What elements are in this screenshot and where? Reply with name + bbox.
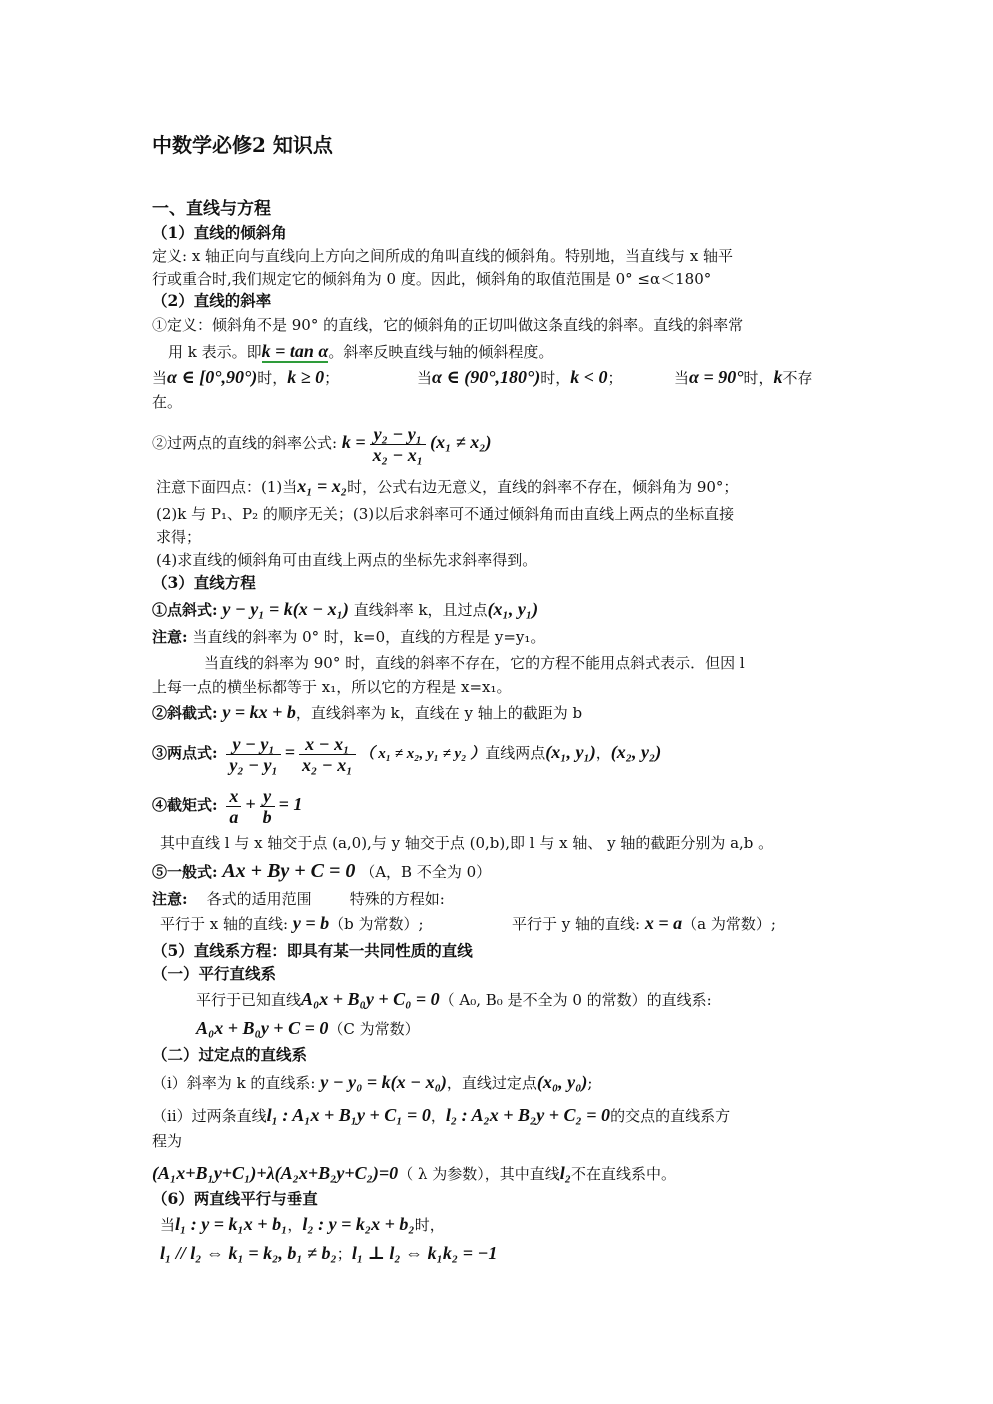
- text-line: [160, 1242, 497, 1265]
- formula: k < 0: [570, 367, 608, 387]
- formula: l₁ : A₁x + B₁y + C₁ = 0: [266, 1105, 431, 1125]
- text-line: 当直线的斜率为 90° 时，直线的斜率不存在，它的方程不能用点斜式表示．但因 l: [204, 654, 745, 672]
- text-line: [160, 912, 424, 935]
- text-line: [152, 626, 545, 648]
- text-line: [152, 598, 538, 621]
- denominator: x₂ − x₁: [372, 444, 424, 465]
- numerator: y₂ − y₁: [370, 424, 426, 445]
- text-line: [196, 988, 712, 1011]
- text-span: ，: [595, 744, 611, 762]
- text-span: 直线两点: [485, 744, 546, 762]
- text-span: 平行于 y 轴的直线:: [512, 915, 641, 933]
- formula: α ∈ [0°,90°): [167, 367, 258, 387]
- text-span: ②斜截式:: [152, 704, 218, 722]
- text-span: 时，: [743, 369, 774, 387]
- formula: (x₁, y₁): [487, 599, 539, 619]
- formula: (x₂, y₂): [610, 742, 662, 762]
- slope-formula-line: [152, 420, 492, 465]
- formula: k =: [341, 432, 366, 452]
- text-span: ，: [287, 1216, 303, 1234]
- text-span: 用 k 表示。即: [168, 343, 262, 361]
- text-line: [156, 475, 738, 498]
- text-line: 上每一点的横坐标都等于 x₁，所以它的方程是 x=x₁。: [152, 678, 512, 696]
- text-span: 。斜率反映直线与轴的倾斜程度。: [328, 343, 554, 361]
- text-span: （ⅱ）过两条直线: [152, 1107, 267, 1125]
- denominator: b: [262, 806, 272, 827]
- text-line: [152, 1162, 676, 1185]
- text-line: 在。: [152, 393, 183, 411]
- text-span: （ λ 为参数），其中直线: [398, 1165, 560, 1183]
- text-span: （ⅰ）斜率为 k 的直线系:: [152, 1074, 316, 1092]
- text-line: [152, 1071, 592, 1094]
- text-span: ③两点式:: [152, 744, 218, 762]
- text-span: 注意:: [152, 628, 188, 646]
- text-line: [160, 1213, 445, 1236]
- formula: l₂ : A₂x + B₂y + C₂ = 0: [445, 1105, 611, 1125]
- formula: (x₁, y₁): [545, 742, 596, 762]
- fraction: [226, 734, 280, 775]
- text-span: 时，公式右边无意义，直线的斜率不存在，倾斜角为 90°；: [347, 478, 739, 496]
- text-line: [152, 860, 491, 883]
- numerator: y − y₁: [226, 734, 280, 755]
- formula: α = 90°: [689, 367, 744, 387]
- subsection-heading: （一）平行直线系: [152, 964, 277, 983]
- formula: k = tan α: [261, 341, 329, 361]
- subsection-heading: （5）直线系方程：即具有某一共同性质的直线: [152, 941, 473, 960]
- text-span: ⑤一般式:: [152, 863, 218, 881]
- subsection-heading: （3）直线方程: [152, 573, 256, 592]
- text-line: [168, 340, 553, 363]
- formula: k ≥ 0: [287, 367, 325, 387]
- subsection-heading: （1）直线的倾斜角: [152, 223, 287, 242]
- formula: α ∈ (90°,180°): [432, 367, 541, 387]
- text-span: 直线斜率 k，且过点: [353, 601, 488, 619]
- text-line: (2)k 与 P₁、P₂ 的顺序无关；(3)以后求斜率可不通过倾斜角而由直线上两点的坐标直接: [156, 505, 735, 523]
- text-span: ；: [607, 369, 623, 387]
- text-line: [152, 782, 302, 827]
- formula: l₁ : y = k₁x + b₁: [175, 1214, 288, 1234]
- text-span: 当: [674, 369, 690, 387]
- text-line: 程为: [152, 1132, 183, 1150]
- text-span: ，直线斜率为 k，直线在 y 轴上的截距为 b: [295, 704, 583, 722]
- formula: l₂: [559, 1163, 572, 1183]
- formula: x = a: [644, 913, 683, 933]
- text-span: ;: [587, 1074, 593, 1092]
- numerator: y: [260, 786, 275, 807]
- formula: (x₁ ≠ x₂): [430, 432, 492, 452]
- formula: = 1: [278, 794, 303, 814]
- formula: y − y₀ = k(x − x₀): [320, 1072, 447, 1092]
- page-title: 中数学必修2 知识点: [152, 133, 333, 157]
- text-span: 时，: [414, 1216, 445, 1234]
- numerator: x − x₁: [299, 734, 355, 755]
- text-span: 当: [152, 369, 168, 387]
- text-line: [152, 888, 445, 910]
- text-span: ；: [324, 369, 340, 387]
- text-line: [152, 701, 582, 724]
- formula: x₁ = x₂: [297, 476, 348, 496]
- fraction: [260, 786, 275, 827]
- text-line: 求得；: [156, 528, 202, 546]
- text-line: [196, 1017, 420, 1040]
- text-line: [152, 1104, 730, 1127]
- formula: y = b: [292, 913, 330, 933]
- subsection-heading: （2）直线的斜率: [152, 291, 272, 310]
- text-span: （b 为常数）;: [329, 915, 424, 933]
- text-span: ，: [430, 1107, 446, 1125]
- formula: Ax + By + C = 0: [222, 860, 356, 882]
- fraction: [299, 734, 355, 775]
- text-span: ；: [336, 1245, 352, 1263]
- text-span: 当: [417, 369, 433, 387]
- formula: =: [284, 742, 296, 762]
- text-span: 注意:: [152, 890, 188, 908]
- text-line: 行或重合时,我们规定它的倾斜角为 0 度。因此，倾斜角的取值范围是 0° ≤α＜180°: [152, 270, 712, 288]
- formula: l₁ ⊥ l₂ ⇔ k₁k₂ = −1: [351, 1243, 498, 1263]
- text-span: ④截矩式:: [152, 796, 218, 814]
- formula: A₀x + B₀y + C₀ = 0: [301, 989, 440, 1009]
- text-span: （a 为常数）;: [682, 915, 776, 933]
- text-span: （C 为常数）: [328, 1020, 420, 1038]
- denominator: a: [229, 806, 239, 827]
- formula: l₁ // l₂ ⇔ k₁ = k₂, b₁ ≠ b₂: [160, 1243, 337, 1263]
- text-line: [417, 366, 622, 389]
- text-line: [152, 730, 661, 776]
- text-span: 平行于 x 轴的直线:: [160, 915, 289, 933]
- text-line: [674, 366, 812, 389]
- text-span: 注意下面四点：(1)当: [156, 478, 298, 496]
- fraction: [226, 786, 241, 827]
- formula: l₂ : y = k₂x + b₂: [302, 1214, 415, 1234]
- text-line: 定义: x 轴正向与直线向上方向之间所成的角叫直线的倾斜角。特别地，当直线与 x 轴平: [152, 247, 734, 265]
- text-span: 当: [160, 1216, 176, 1234]
- text-span: 各式的适用范围: [206, 890, 312, 908]
- text-span: 不在直线系中。: [571, 1165, 677, 1183]
- formula: (x₀, y₀): [536, 1072, 588, 1092]
- text-span: ①点斜式:: [152, 601, 218, 619]
- text-span: 当直线的斜率为 0° 时，k=0，直线的方程是 y=y₁。: [192, 628, 546, 646]
- formula: +: [245, 794, 256, 814]
- text-line: (4)求直线的倾斜角可由直线上两点的坐标先求斜率得到。: [156, 551, 538, 569]
- text-line: [512, 912, 776, 935]
- formula: （ x₁ ≠ x₂, y₁ ≠ y₂ ）: [359, 746, 486, 762]
- text-span: 平行于已知直线: [196, 991, 302, 1009]
- formula: y = kx + b: [222, 702, 296, 722]
- numerator: x: [226, 786, 241, 807]
- text-line: [152, 366, 339, 389]
- subsection-heading: （6）两直线平行与垂直: [152, 1189, 318, 1208]
- subsection-heading: （二）过定点的直线系: [152, 1045, 308, 1064]
- denominator: y₂ − y₁: [229, 754, 278, 775]
- formula: y − y₁ = k(x − x₁): [222, 599, 349, 619]
- text-span: ，直线过定点: [446, 1074, 537, 1092]
- formula: A₀x + B₀y + C = 0: [196, 1018, 329, 1038]
- text-span: （ A₀, B₀ 是不全为 0 的常数）的直线系:: [439, 991, 712, 1009]
- text-span: 特殊的方程如:: [349, 890, 445, 908]
- text-span: 不存: [782, 369, 813, 387]
- formula: k: [773, 367, 783, 387]
- formula: (A₁x+B₁y+C₁)+λ(A₂x+B₂y+C₂)=0: [152, 1163, 399, 1183]
- fraction: [370, 424, 426, 465]
- text-span: ②过两点的直线的斜率公式:: [152, 434, 338, 452]
- text-line: 其中直线 l 与 x 轴交于点 (a,0),与 y 轴交于点 (0,b),即 l 与 x 轴、 y 轴的截距分别为 a,b 。: [160, 834, 774, 852]
- denominator: x₂ − x₁: [302, 754, 353, 775]
- text-span: 时，: [257, 369, 288, 387]
- text-span: 的交点的直线系方: [610, 1107, 731, 1125]
- text-line: ①定义：倾斜角不是 90° 的直线，它的倾斜角的正切叫做这条直线的斜率。直线的斜率常: [152, 316, 744, 334]
- text-span: （A，B 不全为 0）: [360, 863, 492, 881]
- section-heading: 一、直线与方程: [152, 199, 271, 219]
- text-span: 时，: [540, 369, 571, 387]
